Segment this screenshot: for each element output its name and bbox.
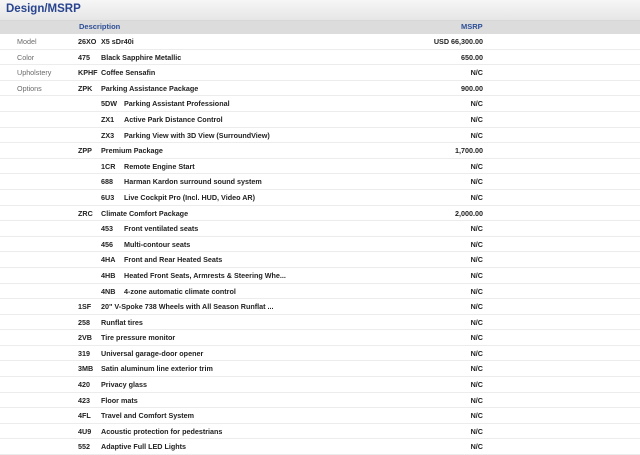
option-description: Front and Rear Heated Seats bbox=[124, 255, 223, 265]
option-code: ZX1 bbox=[101, 114, 115, 124]
option-price: N/C bbox=[470, 270, 483, 280]
table-row bbox=[0, 237, 640, 253]
option-code: 4HB bbox=[101, 270, 116, 280]
option-price: N/C bbox=[470, 348, 483, 358]
table-row bbox=[0, 330, 640, 346]
option-price: 650.00 bbox=[461, 52, 483, 62]
option-code: 453 bbox=[101, 224, 113, 234]
option-price: N/C bbox=[470, 395, 483, 405]
table-row bbox=[0, 143, 640, 159]
option-price: N/C bbox=[470, 99, 483, 109]
option-description: Premium Package bbox=[101, 146, 163, 156]
option-code: 3MB bbox=[78, 364, 94, 374]
table-row bbox=[0, 284, 640, 300]
option-description: Coffee Sensafin bbox=[101, 68, 156, 78]
table-row bbox=[0, 424, 640, 440]
option-description: Acoustic protection for pedestrians bbox=[101, 426, 223, 436]
option-description: Parking View with 3D View (SurroundView) bbox=[124, 130, 270, 140]
option-price: N/C bbox=[470, 114, 483, 124]
option-price: N/C bbox=[470, 333, 483, 343]
option-description: Satin aluminum line exterior trim bbox=[101, 364, 213, 374]
option-price: N/C bbox=[470, 130, 483, 140]
option-price: N/C bbox=[470, 317, 483, 327]
option-code: 5DW bbox=[101, 99, 117, 109]
option-price: 900.00 bbox=[461, 83, 483, 93]
option-price: N/C bbox=[470, 255, 483, 265]
option-code: 2VB bbox=[78, 333, 92, 343]
table-row bbox=[0, 408, 640, 424]
option-description: Parking Assistance Package bbox=[101, 83, 199, 93]
table-row bbox=[0, 315, 640, 331]
option-description: Runflat tires bbox=[101, 317, 143, 327]
option-price: N/C bbox=[470, 239, 483, 249]
option-description: Heated Front Seats, Armrests & Steering Whe... bbox=[124, 270, 286, 280]
option-price: N/C bbox=[470, 302, 483, 312]
table-row bbox=[0, 377, 640, 393]
table-row bbox=[0, 174, 640, 190]
table-row bbox=[0, 268, 640, 284]
table-row bbox=[0, 81, 640, 97]
option-code: 26XO bbox=[78, 37, 97, 46]
option-code: 423 bbox=[78, 395, 90, 405]
option-description: Parking Assistant Professional bbox=[124, 99, 230, 109]
option-description: Privacy glass bbox=[101, 380, 147, 390]
option-code: 420 bbox=[78, 380, 90, 390]
column-header-row bbox=[0, 21, 640, 34]
table-row bbox=[0, 50, 640, 66]
table-row bbox=[0, 65, 640, 81]
section-title-bar bbox=[0, 0, 640, 21]
table-row bbox=[0, 128, 640, 144]
table-row bbox=[0, 159, 640, 175]
option-description: 20" V-Spoke 738 Wheels with All Season Runflat ... bbox=[101, 302, 274, 312]
option-description: Multi-contour seats bbox=[124, 239, 191, 249]
option-price: USD 66,300.00 bbox=[433, 37, 483, 46]
row-label: Model bbox=[17, 37, 37, 46]
option-code: KPHF bbox=[78, 68, 98, 78]
table-row bbox=[0, 221, 640, 237]
msrp-column-header: MSRP bbox=[461, 22, 483, 31]
option-code: 319 bbox=[78, 348, 90, 358]
option-description: Black Sapphire Metallic bbox=[101, 52, 182, 62]
option-code: 258 bbox=[78, 317, 90, 327]
option-price: N/C bbox=[470, 426, 483, 436]
option-description: Harman Kardon surround sound system bbox=[124, 177, 262, 187]
option-price: N/C bbox=[470, 442, 483, 452]
option-price: N/C bbox=[470, 68, 483, 78]
option-price: N/C bbox=[470, 192, 483, 202]
option-code: 1CR bbox=[101, 161, 116, 171]
table-row bbox=[0, 96, 640, 112]
option-price: 2,000.00 bbox=[455, 208, 483, 218]
table-row bbox=[0, 206, 640, 222]
option-code: 4U9 bbox=[78, 426, 92, 436]
option-description: Active Park Distance Control bbox=[124, 114, 223, 124]
option-code: ZPK bbox=[78, 83, 93, 93]
table-row bbox=[0, 346, 640, 362]
option-code: 456 bbox=[101, 239, 113, 249]
table-row bbox=[0, 190, 640, 206]
option-description: Remote Engine Start bbox=[124, 161, 195, 171]
option-description: Adaptive Full LED Lights bbox=[101, 442, 187, 452]
description-column-header: Description bbox=[79, 22, 121, 31]
table-row bbox=[0, 112, 640, 128]
option-price: N/C bbox=[470, 380, 483, 390]
section-title: Design/MSRP bbox=[6, 3, 81, 15]
option-code: 6U3 bbox=[101, 192, 115, 202]
option-code: 475 bbox=[78, 52, 90, 62]
option-code: ZX3 bbox=[101, 130, 115, 140]
option-description: Tire pressure monitor bbox=[101, 333, 176, 343]
option-code: ZPP bbox=[78, 146, 92, 156]
option-code: 4NB bbox=[101, 286, 116, 296]
option-code: 4FL bbox=[78, 411, 91, 421]
row-label: Options bbox=[17, 83, 42, 93]
option-price: N/C bbox=[470, 286, 483, 296]
option-price: N/C bbox=[470, 411, 483, 421]
option-description: X5 sDr40i bbox=[101, 37, 134, 46]
table-row bbox=[0, 34, 640, 50]
table-row bbox=[0, 252, 640, 268]
option-code: ZRC bbox=[78, 208, 93, 218]
option-description: Live Cockpit Pro (Incl. HUD, Video AR) bbox=[124, 192, 255, 202]
table-row bbox=[0, 299, 640, 315]
table-row bbox=[0, 361, 640, 377]
option-code: 688 bbox=[101, 177, 113, 187]
row-label: Upholstery bbox=[17, 68, 52, 78]
msrp-table bbox=[0, 34, 640, 455]
option-price: N/C bbox=[470, 364, 483, 374]
option-code: 552 bbox=[78, 442, 90, 452]
option-price: N/C bbox=[470, 177, 483, 187]
option-price: N/C bbox=[470, 224, 483, 234]
option-description: Climate Comfort Package bbox=[101, 208, 189, 218]
option-description: Floor mats bbox=[101, 395, 138, 405]
option-description: 4-zone automatic climate control bbox=[124, 286, 236, 296]
option-code: 1SF bbox=[78, 302, 92, 312]
option-code: 4HA bbox=[101, 255, 116, 265]
table-row bbox=[0, 393, 640, 409]
option-description: Universal garage-door opener bbox=[101, 348, 204, 358]
row-label: Color bbox=[17, 52, 35, 62]
option-price: N/C bbox=[470, 161, 483, 171]
option-description: Travel and Comfort System bbox=[101, 411, 195, 421]
option-price: 1,700.00 bbox=[455, 146, 483, 156]
option-description: Front ventilated seats bbox=[124, 224, 199, 234]
table-row bbox=[0, 439, 640, 455]
